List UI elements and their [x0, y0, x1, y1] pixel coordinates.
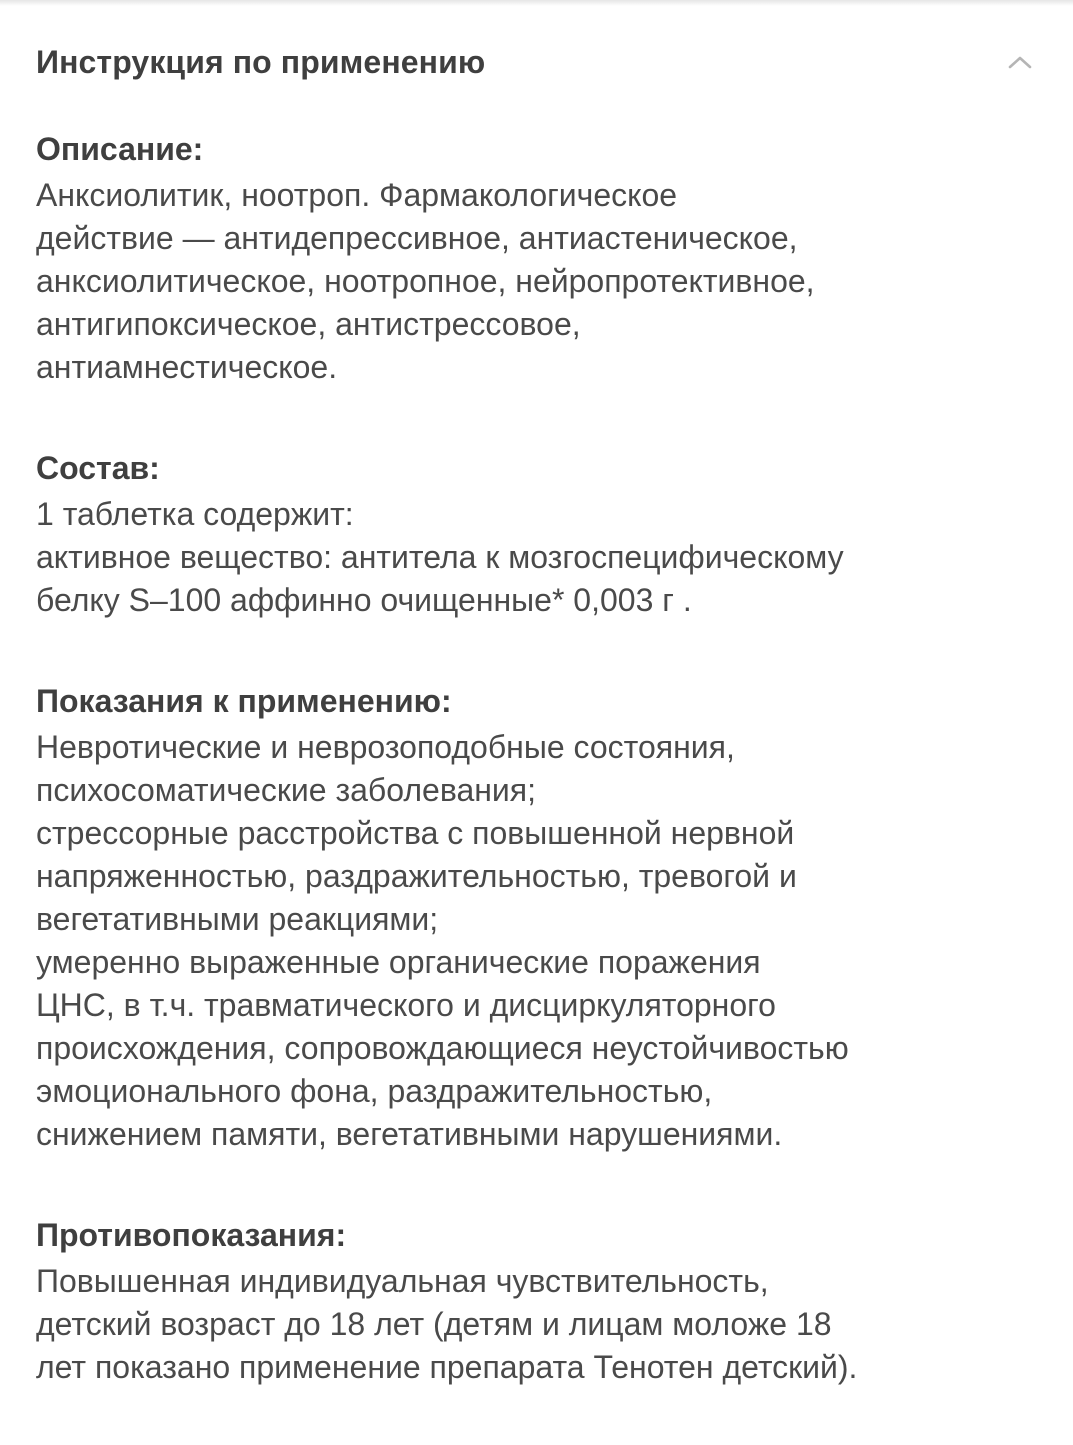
section-body: Анксиолитик, ноотроп. Фармакологическое действие — антидепрессивное, антиастеническое, анксиолитическое, ноотропное, нейропротективное, антигипоксическое, антистрессовое, антиамнестическое. — [36, 177, 815, 385]
section-title: Показания к применению: — [36, 683, 452, 719]
section-body: Повышенная индивидуальная чувствительность, детский возраст до 18 лет (детям и лицам моложе 18 лет показано применение препарата Тенотен детский). — [36, 1263, 858, 1385]
section-composition — [36, 445, 1046, 622]
section-body: 1 таблетка содержит: активное вещество: антитела к мозгоспецифическому белку S–100 аффинно очищенные* 0,003 г . — [36, 496, 844, 618]
section-title: Описание: — [36, 131, 204, 167]
instructions-accordion-header[interactable] — [36, 38, 1036, 86]
section-title: Противопоказания: — [36, 1217, 347, 1253]
section-title: Состав: — [36, 450, 160, 486]
top-divider — [0, 0, 1073, 6]
section-indications — [36, 678, 1046, 1156]
accordion-title: Инструкция по применению — [36, 43, 486, 80]
section-contraindications — [36, 1212, 1046, 1389]
section-description — [36, 126, 1046, 389]
instructions-content — [36, 126, 1046, 1445]
section-body: Невротические и неврозоподобные состояния, психосоматические заболевания; стрессорные расстройства с повышенной нервной напряженностью, раздражительностью, тревогой и вегетативными реакциями; умеренно выраженные органические поражения ЦНС, в т.ч. травматического и дисциркуляторного происхождения, сопровождающиеся неустойчивостью эмоционального фона, раздражительностью, снижением памяти, вегетативными нарушениями. — [36, 729, 849, 1152]
chevron-up-icon[interactable] — [1000, 42, 1040, 82]
